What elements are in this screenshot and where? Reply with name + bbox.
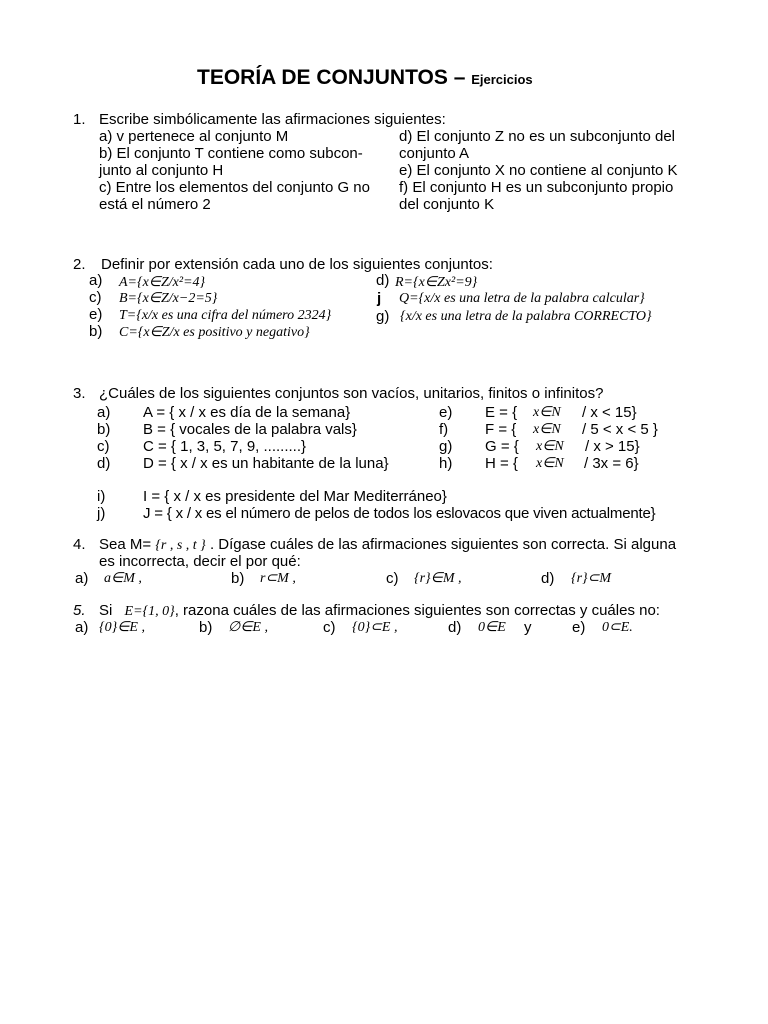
q3-item-pre: E = { (485, 404, 518, 421)
q3-item-text: J = { x / x es el número de pelos de todos los eslovacos que viven actualmente} (143, 505, 656, 522)
q5-item-expr: {0}⊂E , (352, 620, 398, 635)
q4-item-label: a) (75, 570, 89, 587)
q3-item-post: / x > 15} (585, 438, 640, 455)
q4-number: 4. (73, 536, 86, 553)
q3-item-text: B = { vocales de la palabra vals} (143, 421, 357, 438)
q3-item-sym: x∈N (533, 422, 561, 437)
q4-stem-2: es incorrecta, decir el por qué: (99, 553, 301, 570)
title-main: TEORÍA DE CONJUNTOS – (197, 66, 466, 89)
q3-item-label: b) (97, 421, 111, 438)
q5-set: E={1, 0} (124, 604, 175, 619)
q2-item-label: c) (89, 289, 102, 306)
q1-right-line: e) El conjunto X no contiene al conjunto K (399, 162, 678, 179)
q1-right-line: d) El conjunto Z no es un subconjunto del (399, 128, 676, 145)
q3-number: 3. (73, 385, 86, 402)
q2-item-expr: Q={x/x es una letra de la palabra calcular} (399, 291, 645, 306)
q3-item-sym: x∈N (533, 405, 561, 420)
q2-item-expr: T={x/x es una cifra del número 2324} (119, 308, 332, 323)
q5-stem-post: , razona cuáles de las afirmaciones siguientes son correctas y cuáles no: (174, 602, 660, 619)
q5-item-expr: 0⊂E. (602, 620, 633, 635)
q5-item-expr: 0∈E (478, 620, 506, 635)
q1-left-line: a) v pertenece al conjunto M (99, 128, 289, 145)
q1-stem: Escribe simbólicamente las afirmaciones siguientes: (99, 111, 446, 128)
q2-item-label: j (377, 290, 382, 307)
q5-item-label: c) (323, 619, 336, 636)
title-sub: Ejercicios (471, 72, 533, 87)
q3-item-post: / x < 15} (582, 404, 637, 421)
q5-item-expr: {0}∈E , (99, 620, 145, 635)
q4-item-label: d) (541, 570, 555, 587)
q1-right-line: conjunto A (399, 145, 470, 162)
q5-stem (99, 602, 660, 620)
q2-item-expr: C={x∈Z/x es positivo y negativo} (119, 325, 310, 340)
q3-item-label: f) (439, 421, 449, 438)
q3-item-pre: F = { (485, 421, 517, 438)
q5-stem-pre: Si (99, 602, 113, 619)
q2-number: 2. (73, 256, 86, 273)
q1-right-line: f) El conjunto H es un subconjunto propio (399, 179, 674, 196)
q3-item-text: D = { x / x es un habitante de la luna} (143, 455, 389, 472)
q1-right-line: del conjunto K (399, 196, 495, 213)
q3-item-label: e) (439, 404, 453, 421)
q2-item-label: a) (89, 272, 103, 289)
q3-item-label: i) (97, 488, 106, 505)
q4-item-label: b) (231, 570, 245, 587)
q1-left-line: junto al conjunto H (99, 162, 224, 179)
q4-stem-post: . Dígase cuáles de las afirmaciones siguientes son correcta. Si alguna (209, 536, 677, 553)
q3-item-text: A = { x / x es día de la semana} (143, 404, 351, 421)
q2-item-label: b) (89, 323, 103, 340)
q3-item-label: a) (97, 404, 111, 421)
q3-item-label: c) (97, 438, 110, 455)
q5-item-expr: ∅∈E , (228, 620, 268, 635)
q4-item-label: c) (386, 570, 399, 587)
q2-item-label: e) (89, 306, 103, 323)
q4-stem (99, 536, 676, 554)
q5-item-label: e) (572, 619, 586, 636)
q2-item-expr: B={x∈Z/x−2=5} (119, 291, 218, 306)
q4-item-expr: {r}∈M , (414, 571, 462, 586)
q3-item-post: / 3x = 6} (584, 455, 639, 472)
q3-item-post: / 5 < x < 5 } (582, 421, 658, 438)
q3-item-sym: x∈N (536, 439, 564, 454)
q3-item-label: j) (97, 505, 106, 522)
q2-item-label: d) (376, 272, 390, 289)
page-title (197, 66, 533, 89)
q1-number: 1. (73, 111, 86, 128)
q2-item-expr: A={x∈Z/x²=4} (119, 275, 206, 290)
q5-conjunction: y (524, 619, 532, 636)
q2-item-expr: {x/x es una letra de la palabra CORRECTO} (400, 309, 652, 324)
q4-item-expr: r⊂M , (260, 571, 296, 586)
q2-item-label: g) (376, 308, 390, 325)
q3-stem: ¿Cuáles de los siguientes conjuntos son vacíos, unitarios, finitos o infinitos? (99, 385, 604, 402)
q4-stem-pre: Sea M= (99, 536, 152, 553)
q1-left-line: está el número 2 (99, 196, 211, 213)
q4-item-expr: a∈M , (104, 571, 142, 586)
q5-number: 5. (73, 602, 86, 619)
q3-item-label: h) (439, 455, 453, 472)
q3-item-text: I = { x / x es presidente del Mar Mediterráneo} (143, 488, 447, 505)
q4-set: {r , s , t } (155, 538, 206, 553)
q3-item-text: C = { 1, 3, 5, 7, 9, .........} (143, 438, 307, 455)
q3-item-label: g) (439, 438, 453, 455)
q1-left-line: c) Entre los elementos del conjunto G no (99, 179, 370, 196)
q5-item-label: b) (199, 619, 213, 636)
q5-item-label: d) (448, 619, 462, 636)
q2-item-expr: R={x∈Zx²=9} (395, 275, 478, 290)
q1-left-line: b) El conjunto T contiene como subcon- (99, 145, 363, 162)
q3-item-label: d) (97, 455, 111, 472)
q3-item-pre: H = { (485, 455, 518, 472)
q3-item-sym: x∈N (536, 456, 564, 471)
q3-item-pre: G = { (485, 438, 519, 455)
q4-item-expr: {r}⊂M (571, 571, 612, 586)
q5-item-label: a) (75, 619, 89, 636)
q2-stem: Definir por extensión cada uno de los siguientes conjuntos: (101, 256, 493, 273)
